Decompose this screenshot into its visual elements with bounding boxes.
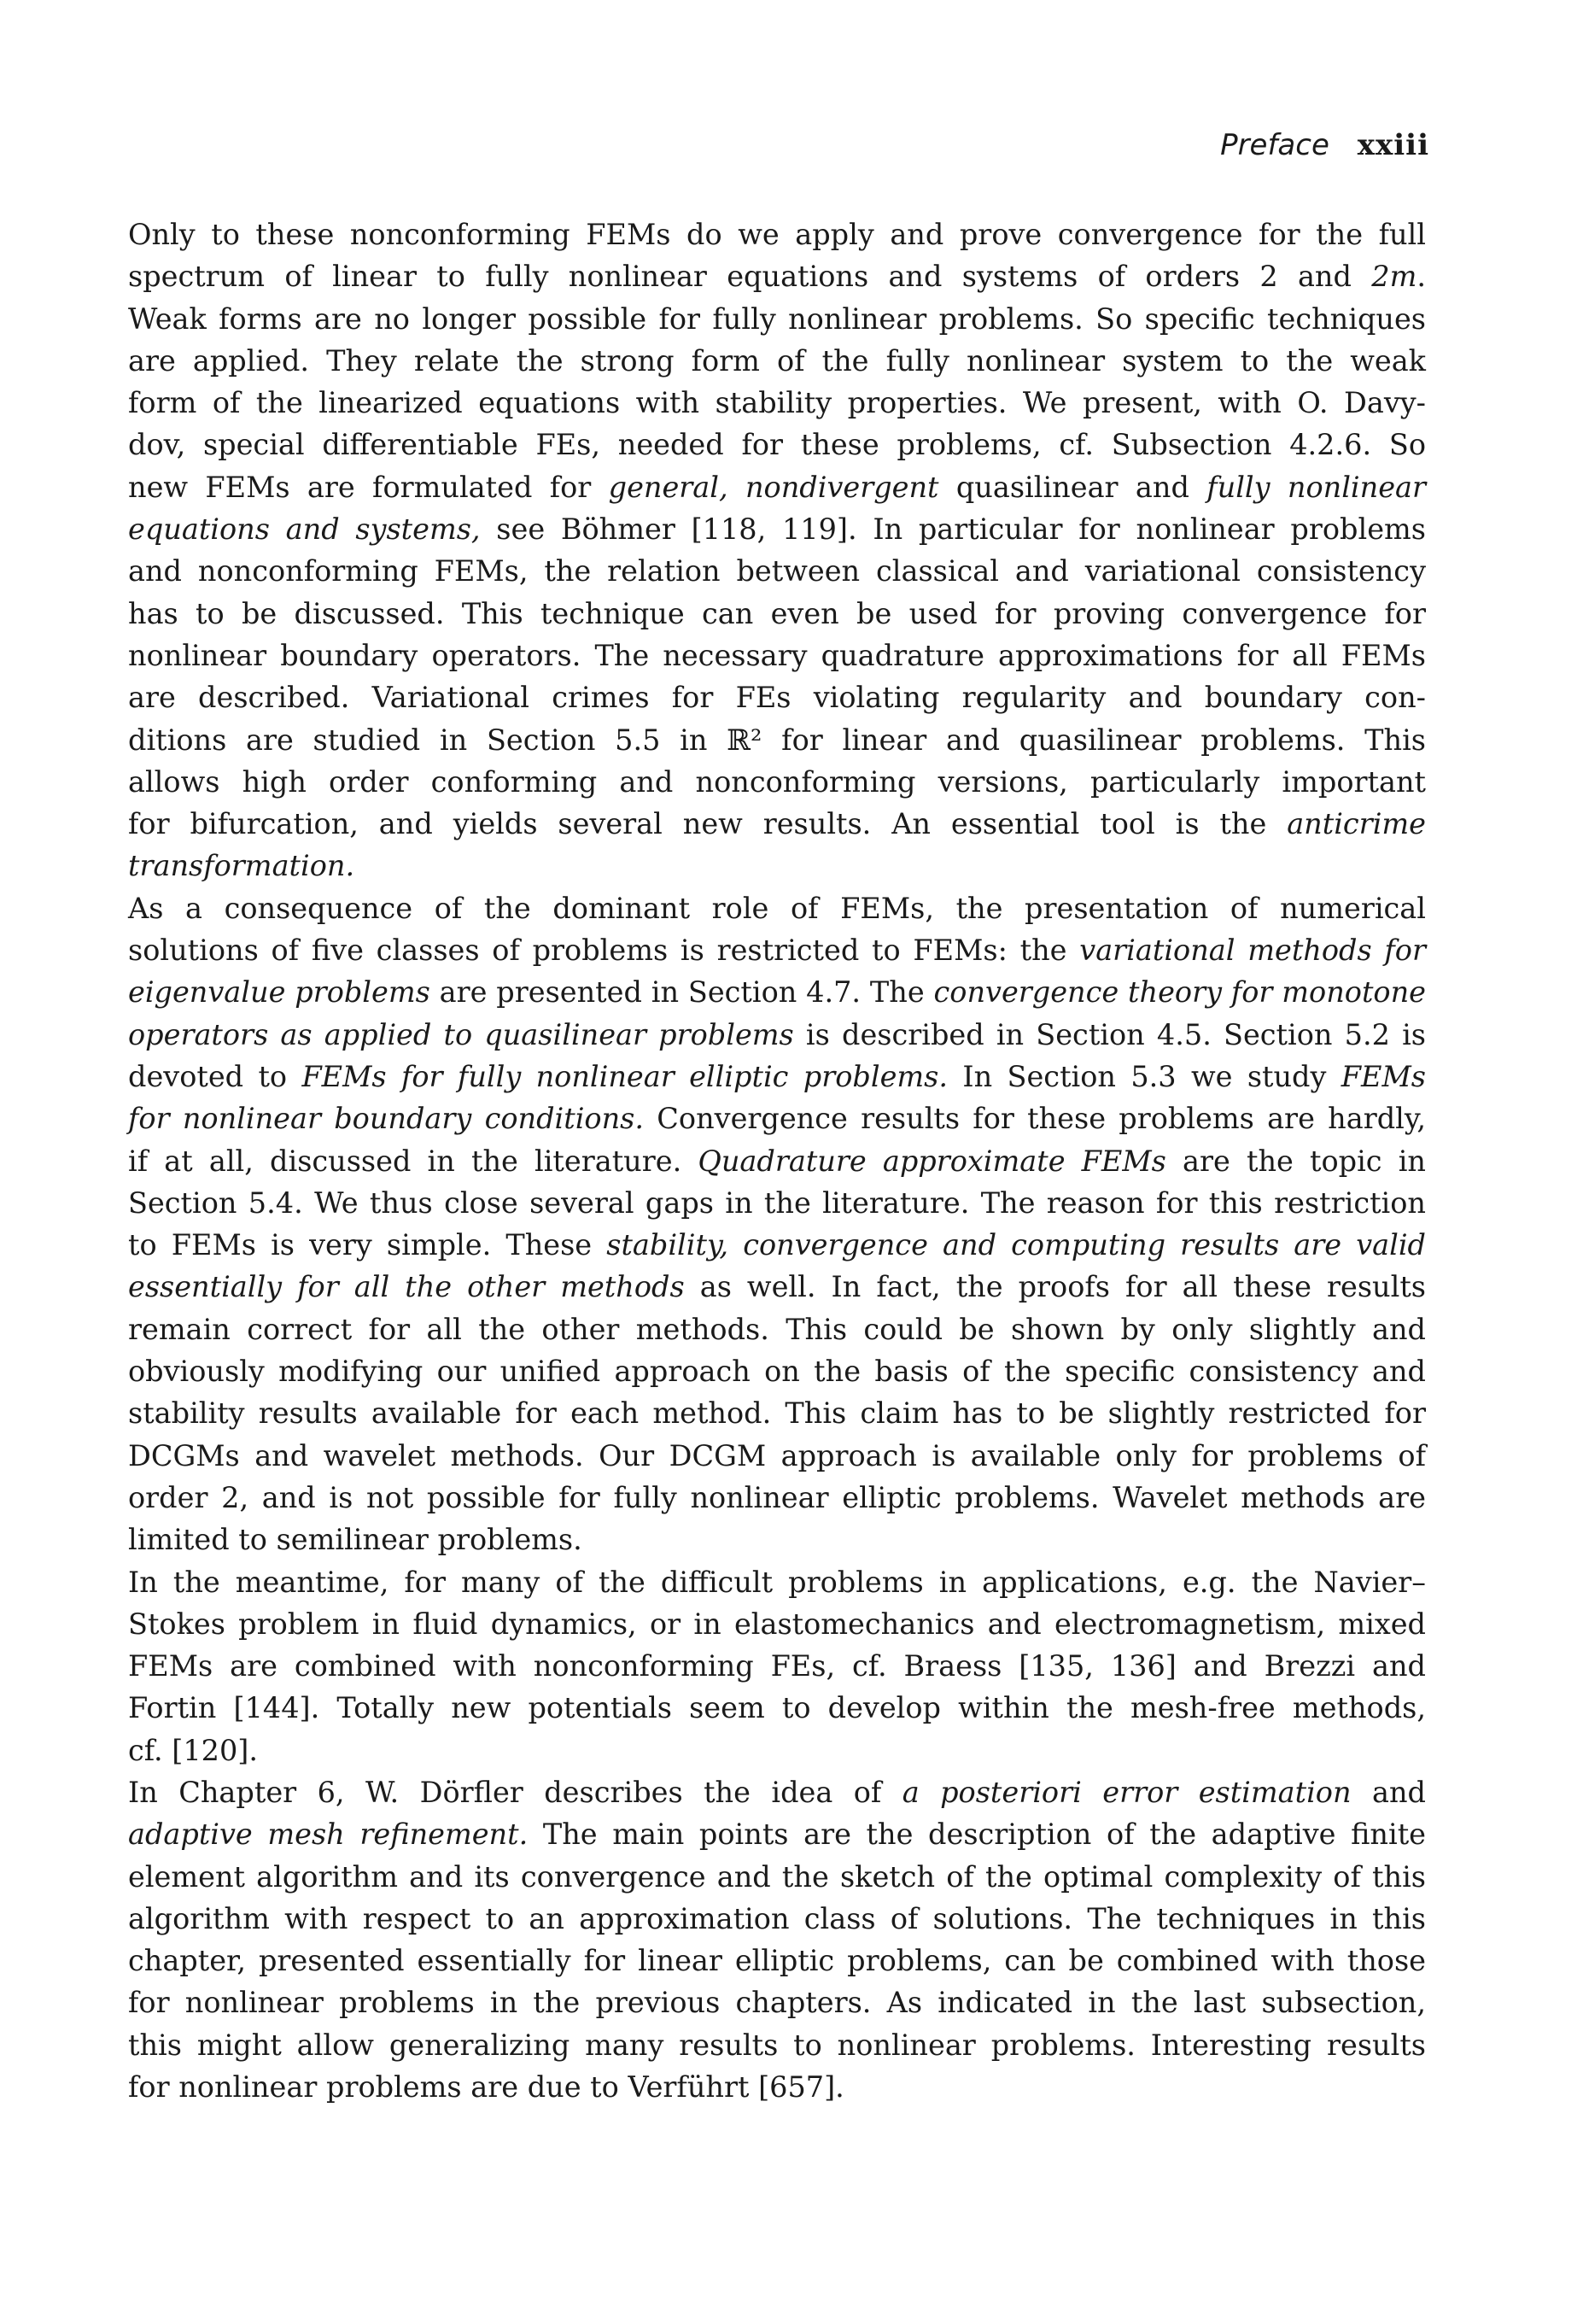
text-run: element algorithm and its convergence and the sketch of the optimal complexity of this <box>128 1859 1426 1894</box>
text-run: The main points are the description of the adaptive finite <box>528 1818 1427 1852</box>
text-line <box>128 2066 1426 2108</box>
text-line <box>128 1392 1426 1434</box>
text-line <box>128 887 1426 929</box>
text-line <box>128 1813 1426 1855</box>
paragraph <box>128 214 1426 887</box>
text-run: algorithm with respect to an approximation class of solutions. The techniques in this <box>128 1901 1426 1935</box>
text-run: remain correct for all the other methods. This could be shown by only slightly and <box>128 1312 1426 1346</box>
text-line <box>128 719 1426 761</box>
text-line <box>128 1603 1426 1645</box>
text-run: order 2, and is not possible for fully nonlinear elliptic problems. Wavelet methods are <box>128 1480 1426 1514</box>
emphasized-text: transformation. <box>128 849 355 883</box>
text-run: DCGMs and wavelet methods. Our DCGM approach is available only for problems of <box>128 1438 1426 1472</box>
text-line <box>128 1561 1426 1603</box>
text-run: for nonlinear problems in the previous chapters. As indicated in the last subsection, <box>128 1986 1426 2020</box>
text-run: Convergence results for these problems are hardly, <box>644 1102 1426 1136</box>
text-run: spectrum of linear to fully nonlinear equations and systems of orders 2 and <box>128 260 1372 294</box>
text-line <box>128 1519 1426 1560</box>
text-line <box>128 1435 1426 1477</box>
paragraph <box>128 887 1426 1561</box>
emphasized-text: essentially for all the other methods <box>128 1270 685 1304</box>
emphasized-text: general, nondivergent <box>608 470 939 504</box>
emphasized-text: for nonlinear boundary conditions. <box>128 1102 645 1136</box>
text-line <box>128 1224 1426 1266</box>
text-run: Section 5.4. We thus close several gaps in the literature. The reason for this restriction <box>128 1185 1426 1220</box>
text-line <box>128 1940 1426 1982</box>
text-line <box>128 1140 1426 1182</box>
text-line <box>128 508 1426 550</box>
emphasized-text: adaptive mesh refinement. <box>128 1818 529 1852</box>
emphasized-text: eigenvalue problems <box>128 975 430 1010</box>
text-line <box>128 1308 1426 1350</box>
text-run: quasilinear and <box>938 470 1207 504</box>
text-run: are applied. They relate the strong form of the fully nonlinear system to the weak <box>128 343 1426 378</box>
text-line <box>128 1098 1426 1139</box>
paragraph <box>128 1561 1426 1771</box>
text-line <box>128 803 1426 845</box>
text-run: As a consequence of the dominant role of FEMs, the presentation of numerical <box>128 891 1426 925</box>
text-run: to FEMs is very simple. These <box>128 1228 607 1262</box>
body-text <box>128 214 1426 2108</box>
emphasized-text: FEMs for fully nonlinear elliptic problems. <box>301 1059 949 1093</box>
text-run: Stokes problem in fluid dynamics, or in elastomechanics and electromagnetism, mixed <box>128 1607 1426 1641</box>
text-run: Only to these nonconforming FEMs do we apply and prove convergence for the full <box>128 218 1426 251</box>
text-run: see Böhmer [118, 119]. In particular for nonlinear problems <box>480 512 1426 547</box>
text-run: cf. [120]. <box>128 1733 258 1767</box>
text-run: devoted to <box>128 1059 302 1093</box>
text-line <box>128 1056 1426 1098</box>
text-run: limited to semilinear problems. <box>128 1523 582 1557</box>
text-run: is described in Section 4.5. Section 5.2 is <box>793 1017 1426 1051</box>
text-line <box>128 1856 1426 1898</box>
text-line <box>128 214 1426 255</box>
emphasized-text: fully nonlinear <box>1206 470 1427 504</box>
text-line <box>128 1266 1426 1308</box>
text-line <box>128 971 1426 1013</box>
text-run: stability results available for each method. This claim has to be slightly restricted for <box>128 1396 1426 1431</box>
text-run: In Section 5.3 we study <box>948 1059 1341 1093</box>
text-run: for bifurcation, and yields several new results. An essential tool is the <box>128 807 1288 841</box>
text-line <box>128 466 1426 508</box>
emphasized-text: variational methods for <box>1079 934 1426 968</box>
text-line <box>128 298 1426 340</box>
text-line <box>128 1982 1426 2023</box>
text-run: In the meantime, for many of the difficult problems in applications, e.g. the Navier– <box>128 1565 1426 1599</box>
emphasized-text: a posteriori error estimation <box>902 1775 1352 1809</box>
text-run: FEMs are combined with nonconforming FEs, cf. Braess [135, 136] and Brezzi and <box>128 1649 1426 1683</box>
text-run: this might allow generalizing many results to nonlinear problems. Interesting results <box>128 2028 1426 2062</box>
page-number: xxiii <box>1357 128 1429 162</box>
paragraph <box>128 1771 1426 2108</box>
emphasized-text: convergence theory for monotone <box>933 975 1426 1010</box>
text-line <box>128 255 1426 297</box>
text-line <box>128 424 1426 465</box>
text-run: Weak forms are no longer possible for fully nonlinear problems. So specific techniques <box>128 301 1426 336</box>
text-line <box>128 1687 1426 1729</box>
text-run: form of the linearized equations with stability properties. We present, with O. Davy- <box>128 386 1426 420</box>
text-line <box>128 676 1426 718</box>
running-head-title: Preface <box>1220 128 1329 162</box>
text-line <box>128 1014 1426 1056</box>
text-line <box>128 929 1426 971</box>
text-run: In Chapter 6, W. Dörfler describes the idea of <box>128 1775 902 1809</box>
emphasized-text: FEMs <box>1341 1059 1426 1093</box>
text-line <box>128 1182 1426 1224</box>
text-line <box>128 845 1426 887</box>
text-line <box>128 340 1426 382</box>
text-run: has to be discussed. This technique can even be used for proving convergence for <box>128 596 1426 630</box>
text-run: solutions of five classes of problems is restricted to FEMs: the <box>128 934 1080 968</box>
text-run: dov, special differentiable FEs, needed for these problems, cf. Subsection 4.2.6. So <box>128 428 1426 462</box>
text-line <box>128 761 1426 803</box>
text-line <box>128 1477 1426 1519</box>
text-run: for nonlinear problems are due to Verführt [657]. <box>128 2070 844 2104</box>
text-line <box>128 1898 1426 1940</box>
text-run: and <box>1351 1775 1426 1809</box>
emphasized-text: operators as applied to quasilinear problems <box>128 1017 794 1051</box>
text-run: Fortin [144]. Totally new potentials seem to develop within the mesh-free methods, <box>128 1691 1426 1725</box>
text-line <box>128 382 1426 424</box>
text-run: new FEMs are formulated for <box>128 470 609 504</box>
text-run: and nonconforming FEMs, the relation between classical and variational consistency <box>128 554 1426 588</box>
text-run: chapter, presented essentially for linear elliptic problems, can be combined with those <box>128 1944 1426 1978</box>
text-line <box>128 635 1426 676</box>
text-line <box>128 550 1426 592</box>
emphasized-text: anticrime <box>1287 807 1426 841</box>
text-line <box>128 1645 1426 1687</box>
text-run: obviously modifying our unified approach on the basis of the specific consistency and <box>128 1355 1426 1389</box>
text-line <box>128 1730 1426 1771</box>
text-run: are described. Variational crimes for FEs violating regularity and boundary con- <box>128 681 1426 715</box>
emphasized-text: equations and systems, <box>128 512 481 547</box>
text-run: allows high order conforming and nonconforming versions, particularly important <box>128 764 1426 799</box>
text-line <box>128 593 1426 635</box>
text-line <box>128 2024 1426 2066</box>
text-run: are presented in Section 4.7. The <box>429 975 934 1010</box>
text-run: . <box>1417 260 1426 294</box>
text-line <box>128 1350 1426 1392</box>
text-run: as well. In fact, the proofs for all these results <box>684 1270 1426 1304</box>
emphasized-text: Quadrature approximate FEMs <box>698 1144 1166 1178</box>
text-run: are the topic in <box>1165 1144 1426 1178</box>
text-line <box>128 1771 1426 1813</box>
emphasized-text: stability, convergence and computing results are valid <box>606 1228 1426 1262</box>
text-run: ditions are studied in Section 5.5 in ℝ² for linear and quasilinear problems. This <box>128 723 1426 757</box>
running-head <box>1220 128 1429 162</box>
text-run: if at all, discussed in the literature. <box>128 1144 698 1178</box>
emphasized-text: 2m <box>1371 260 1417 294</box>
text-run: nonlinear boundary operators. The necessary quadrature approximations for all FEMs <box>128 638 1426 672</box>
